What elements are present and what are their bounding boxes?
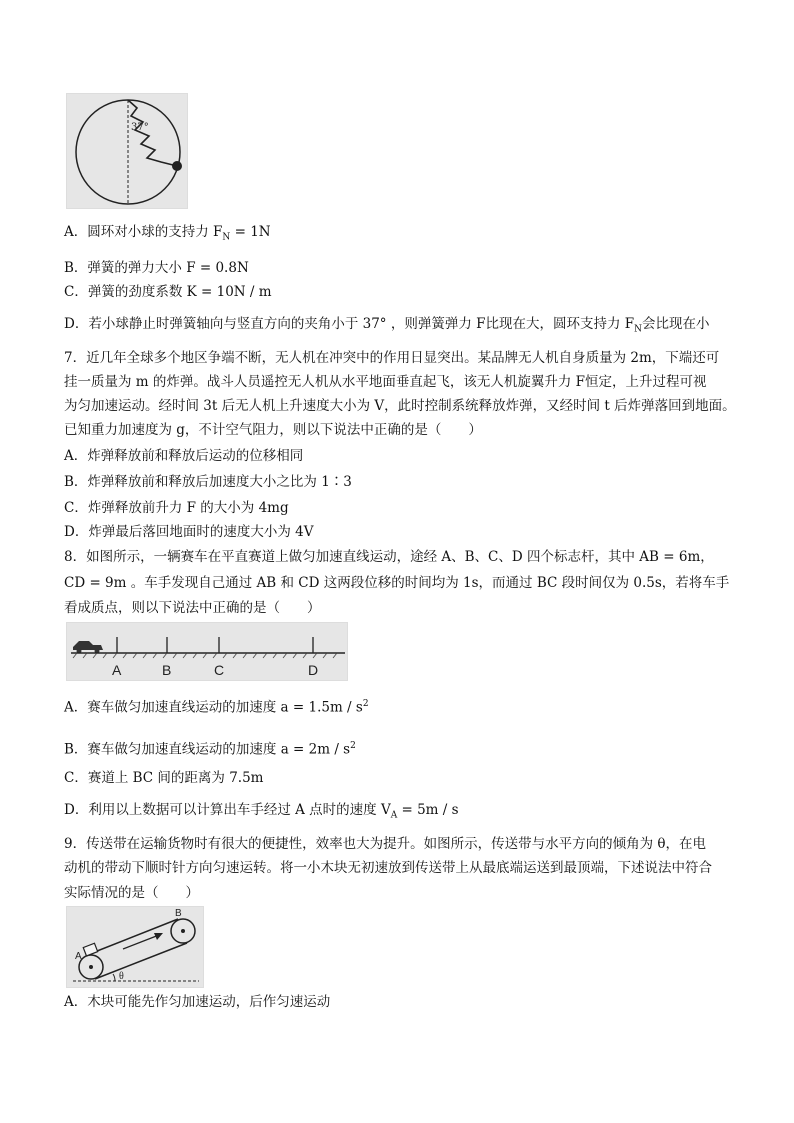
q6-option-c: C．弹簧的劲度系数 K = 10N / m	[64, 284, 272, 300]
q7-option-d: D．炸弹最后落回地面时的速度大小为 4V	[64, 524, 314, 540]
marker-b-label: B	[162, 662, 172, 678]
q8-option-d: D．利用以上数据可以计算出车手经过 A 点时的速度 $V_A = 5m / s$	[64, 802, 459, 821]
marker-c-label: C	[214, 662, 225, 678]
block-icon	[83, 943, 97, 956]
q9-stem-line-3: 实际情况的是（ ）	[64, 885, 199, 901]
q8-stem-line-1: 8．如图所示，一辆赛车在平直赛道上做匀加速直线运动，途经 A、B、C、D 四个标志杆，其中 AB = 6m，	[64, 549, 714, 565]
q9-stem-line-2: 动机的带动下顺时针方向匀速运转。将一小木块无初速放到传送带上从最底端运送到最顶端，下述说法中符合	[64, 860, 712, 876]
q6-option-d: D．若小球静止时弹簧轴向与竖直方向的夹角小于 37° ，则弹簧弹力 F比现在大，圆环支持力 $F_N$会比现在小	[64, 316, 710, 335]
q6-option-a: A．圆环对小球的支持力 $F_N = 1N$	[64, 224, 271, 243]
q8-stem-line-3: 看成质点，则以下说法中正确的是（ ）	[64, 600, 321, 616]
figure-conveyor-belt	[66, 906, 204, 988]
q8-option-b: B．赛车做匀加速直线运动的加速度 $a = 2m / s^2$	[64, 741, 356, 758]
q7-option-b: B．炸弹释放前和释放后加速度大小之比为 1∶3	[64, 474, 352, 490]
q7-option-c: C．炸弹释放前升力 F 的大小为 4mg	[64, 500, 289, 516]
race-car-icon	[73, 641, 103, 654]
q8-stem-line-2: CD = 9m 。车手发现自己通过 AB 和 CD 这两段位移的时间均为 1s，而通过 BC 段时间仅为 0.5s，若将车手	[64, 575, 730, 591]
q6-option-b: B．弹簧的弹力大小 F = 0.8N	[64, 260, 249, 276]
q7-stem-line-2: 挂一质量为 m 的炸弹。战斗人员遥控无人机从水平地面垂直起飞，该无人机旋翼升力 F恒定，上升过程可视	[64, 374, 707, 390]
q7-stem-line-3: 为匀加速运动。经时间 3t 后无人机上升速度大小为 V，此时控制系统释放炸弹，又经时间 t 后炸弹落回到地面。	[64, 398, 736, 414]
figure-ring-spring	[66, 93, 188, 209]
label-theta: θ	[119, 971, 124, 982]
q7-stem-line-4: 已知重力加速度为 g，不计空气阻力，则以下说法中正确的是（ ）	[64, 422, 482, 438]
label-b: B	[175, 908, 182, 919]
marker-d-label: D	[308, 662, 319, 678]
q8-option-a: A．赛车做匀加速直线运动的加速度 $a = 1.5m / s^2$	[64, 699, 369, 716]
angle-label: 37°	[131, 122, 149, 133]
q9-stem-line-1: 9．传送带在运输货物时有很大的便捷性，效率也大为提升。如图所示，传送带与水平方向的倾角为 θ，在电	[64, 836, 707, 852]
q7-stem-line-1: 7．近几年全球多个地区争端不断，无人机在冲突中的作用日显突出。某品牌无人机自身质量为 2m，下端还可	[64, 350, 720, 366]
label-a: A	[75, 951, 82, 962]
q7-option-a: A．炸弹释放前和释放后运动的位移相同	[64, 448, 304, 464]
q8-option-c: C．赛道上 BC 间的距离为 7.5m	[64, 770, 264, 786]
q9-option-a: A．木块可能先作匀加速运动，后作匀速运动	[64, 994, 331, 1010]
marker-a-label: A	[112, 662, 122, 678]
figure-race-track	[66, 622, 348, 681]
